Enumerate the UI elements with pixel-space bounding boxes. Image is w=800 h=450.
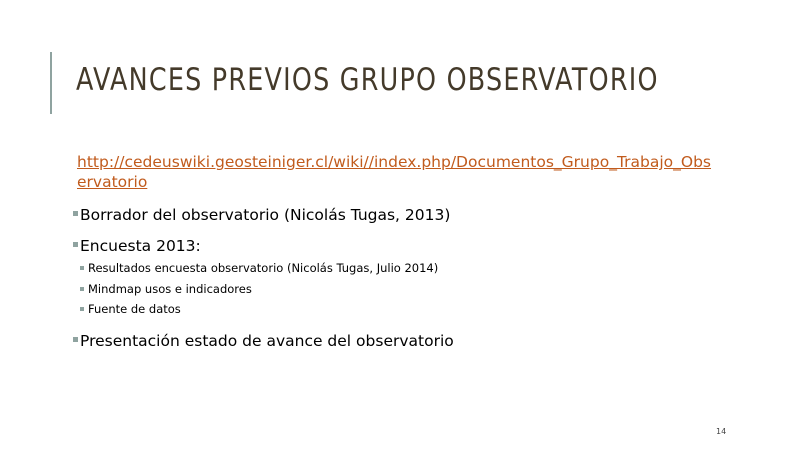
slide-title: AVANCES PREVIOS GRUPO OBSERVATORIO [76,62,659,98]
square-bullet-icon [80,287,84,291]
bullet-encuesta [73,235,201,257]
title-accent-line [50,52,52,114]
square-bullet-icon [73,337,78,342]
subitem-text: Mindmap usos e indicadores [88,282,252,296]
bullet-text: Presentación estado de avance del observatorio [80,332,454,350]
square-bullet-icon [80,266,84,270]
square-bullet-icon [73,211,78,216]
bullet-text: Encuesta 2013: [80,237,201,255]
bullet-text: Borrador del observatorio (Nicolás Tugas, 2013) [80,206,451,224]
subitem-fuente [80,300,181,318]
bullet-presentacion [73,330,454,352]
bullet-borrador [73,204,450,226]
subitem-text: Resultados encuesta observatorio (Nicolás Tugas, Julio 2014) [88,261,439,275]
subitem-mindmap [80,280,252,298]
square-bullet-icon [80,307,84,311]
wiki-link[interactable]: http://cedeuswiki.geosteiniger.cl/wiki//index.php/Documentos_Grupo_Trabajo_Observatorio [77,153,712,191]
square-bullet-icon [73,242,78,247]
subitem-text: Fuente de datos [88,302,181,316]
page-number: 14 [716,427,727,436]
subitem-resultados [80,259,438,277]
